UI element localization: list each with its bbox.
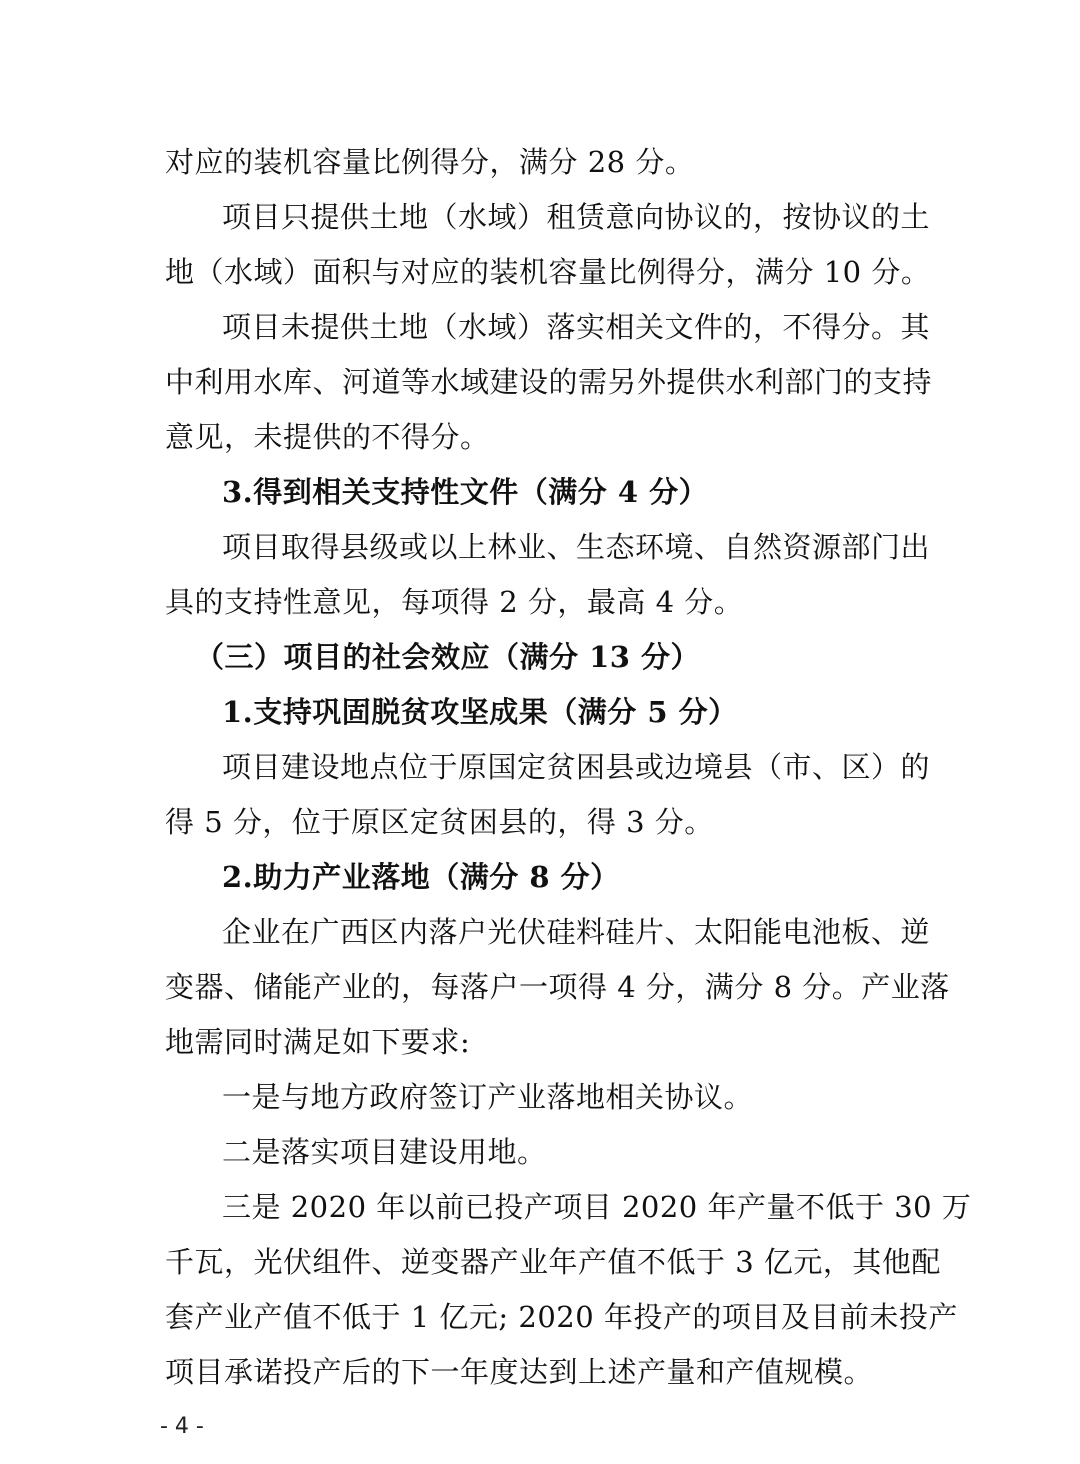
text-line: 一是与地方政府签订产业落地相关协议。 [222,1080,754,1114]
text-line: 变器、储能产业的，每落户一项得 4 分，满分 8 分。产业落 [165,970,950,1004]
section-heading: （三）项目的社会效应（满分 13 分） [195,640,701,674]
text-line: 企业在广西区内落户光伏硅料硅片、太阳能电池板、逆 [222,915,931,949]
section-heading: 2.助力产业落地（满分 8 分） [222,860,620,894]
text-line: 千瓦，光伏组件、逆变器产业年产值不低于 3 亿元，其他配 [165,1245,941,1279]
page-number: - 4 - [160,1414,204,1439]
section-heading: 3.得到相关支持性文件（满分 4 分） [222,475,709,509]
text-line: 三是 2020 年以前已投产项目 2020 年产量不低于 30 万 [222,1190,972,1224]
text-line: 项目建设地点位于原国定贫困县或边境县（市、区）的 [222,750,931,784]
text-line: 对应的装机容量比例得分，满分 28 分。 [165,145,695,179]
text-line: 得 5 分，位于原区定贫困县的，得 3 分。 [165,805,714,839]
text-line: 中利用水库、河道等水域建设的需另外提供水利部门的支持 [165,365,933,399]
text-line: 意见，未提供的不得分。 [165,420,490,454]
text-line: 套产业产值不低于 1 亿元; 2020 年投产的项目及目前未投产 [165,1300,958,1334]
text-line: 项目只提供土地（水域）租赁意向协议的，按协议的土 [222,200,931,234]
text-line: 地（水域）面积与对应的装机容量比例得分，满分 10 分。 [165,255,931,289]
text-line: 二是落实项目建设用地。 [222,1135,547,1169]
text-line: 地需同时满足如下要求: [165,1025,471,1059]
text-line: 具的支持性意见，每项得 2 分，最高 4 分。 [165,585,744,619]
section-heading: 1.支持巩固脱贫攻坚成果（满分 5 分） [222,695,738,729]
text-line: 项目未提供土地（水域）落实相关文件的，不得分。其 [222,310,931,344]
text-line: 项目承诺投产后的下一年度达到上述产量和产值规模。 [165,1355,874,1389]
text-line: 项目取得县级或以上林业、生态环境、自然资源部门出 [222,530,931,564]
